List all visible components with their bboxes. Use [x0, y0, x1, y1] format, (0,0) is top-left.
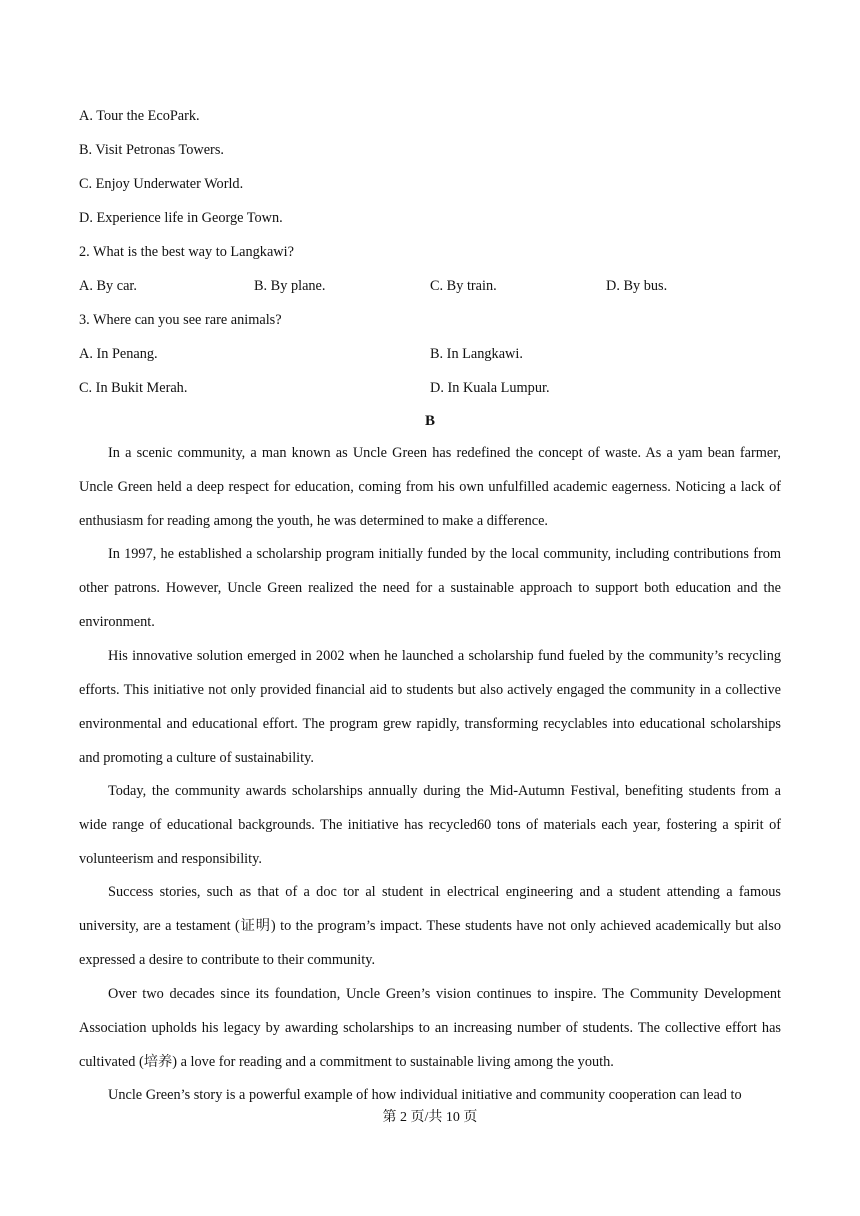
q3-option-a: A. In Penang.	[79, 346, 158, 362]
passage-paragraph: In 1997, he established a scholarship program initially funded by the local community, including contributions from other patrons. However, Uncle Green realized the need for a sustainable approach to support both education and the environment.	[79, 546, 781, 630]
q2-option-c: C. By train.	[430, 278, 497, 294]
passage-paragraph: In a scenic community, a man known as Uncle Green has redefined the concept of waste. As a yam bean farmer, Uncle Green held a deep respect for education, coming from his own unfulfilled academic eagerness. Noticing a lack of enthusiasm for reading among the youth, he was determined to make a difference.	[79, 445, 781, 529]
q3-question: 3. Where can you see rare animals?	[79, 312, 282, 328]
q3-option-c: C. In Bukit Merah.	[79, 380, 188, 396]
q1-option-d: D. Experience life in George Town.	[79, 210, 283, 226]
page-footer: 第 2 页/共 10 页	[382, 1110, 478, 1125]
passage-paragraph: Uncle Green’s story is a powerful example of how individual initiative and community cooperation can lead to	[108, 1087, 742, 1103]
passage-paragraph: Over two decades since its foundation, Uncle Green’s vision continues to inspire. The Community Development Association upholds his legacy by awarding scholarships to an increasing number of students. The collective effort has cultivated (培养) a love for reading and a commitment to sustainable living among the youth.	[79, 986, 781, 1070]
q1-option-a: A. Tour the EcoPark.	[79, 108, 200, 124]
section-heading: B	[424, 413, 435, 429]
q2-option-a: A. By car.	[79, 278, 137, 294]
passage-paragraph: His innovative solution emerged in 2002 when he launched a scholarship fund fueled by the community’s recycling efforts. This initiative not only provided financial aid to students but also actively engaged the community in a collective environmental and educational effort. The program grew rapidly, transforming recyclables into educational scholarships and promoting a culture of sustainability.	[79, 648, 781, 766]
q3-option-b: B. In Langkawi.	[430, 346, 523, 362]
q3-option-d: D. In Kuala Lumpur.	[430, 380, 550, 396]
q2-option-d: D. By bus.	[606, 278, 668, 294]
passage-paragraph: Today, the community awards scholarships annually during the Mid-Autumn Festival, benefiting students from a wide range of educational backgrounds. The initiative has recycled60 tons of materials each year, fostering a spirit of volunteerism and responsibility.	[79, 783, 781, 867]
q1-option-b: B. Visit Petronas Towers.	[79, 142, 224, 158]
q2-question: 2. What is the best way to Langkawi?	[79, 244, 294, 260]
q2-option-b: B. By plane.	[254, 278, 326, 294]
q1-option-c: C. Enjoy Underwater World.	[79, 176, 244, 192]
passage-paragraph: Success stories, such as that of a doc tor al student in electrical engineering and a student attending a famous university, are a testament (证明) to the program’s impact. These students have not only achieved academically but also expressed a desire to contribute to their community.	[79, 884, 781, 968]
